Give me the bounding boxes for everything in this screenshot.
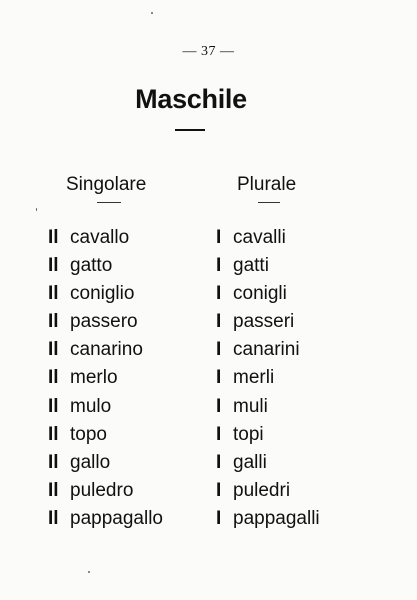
plural-column-header: Plurale xyxy=(237,174,297,195)
noun: canarini xyxy=(233,339,300,361)
list-item xyxy=(48,421,163,449)
noun: puledro xyxy=(70,479,134,501)
article: I xyxy=(216,479,222,501)
noun: canarino xyxy=(70,339,143,361)
article: I xyxy=(216,227,222,248)
list-item xyxy=(48,280,163,308)
noun: pappagallo xyxy=(70,507,163,529)
noun: gatti xyxy=(233,255,269,277)
list-item xyxy=(216,393,320,421)
article: Il xyxy=(48,423,59,445)
plural-word-list xyxy=(216,224,320,533)
noun: muli xyxy=(233,395,268,417)
list-item xyxy=(48,505,163,533)
plural-header-underline xyxy=(258,202,280,203)
article: Il xyxy=(48,395,59,417)
article: Il xyxy=(48,507,59,529)
article: I xyxy=(216,311,222,333)
article: Il xyxy=(48,283,59,305)
list-item xyxy=(48,364,163,392)
noun: passero xyxy=(70,311,138,333)
article: Il xyxy=(48,451,59,473)
list-item xyxy=(48,477,163,505)
noun: cavallo xyxy=(70,227,130,248)
article: I xyxy=(216,283,222,305)
noun: merlo xyxy=(70,367,118,389)
title-underline xyxy=(175,129,205,131)
noun: pappagalli xyxy=(233,507,320,529)
list-item xyxy=(216,505,320,533)
list-item xyxy=(216,477,320,505)
noun: merli xyxy=(233,367,275,389)
article: Il xyxy=(48,311,59,333)
noun: gallo xyxy=(70,451,111,473)
page-number: — 37 — xyxy=(182,44,235,59)
paper-speck xyxy=(151,12,153,14)
noun: puledri xyxy=(233,479,291,501)
list-item xyxy=(216,336,320,364)
singular-word-list xyxy=(48,224,163,533)
list-item xyxy=(48,308,163,336)
article: I xyxy=(216,423,222,445)
page-title: Maschile xyxy=(135,84,247,114)
article: I xyxy=(216,339,222,361)
list-item xyxy=(48,224,163,252)
singular-header-underline xyxy=(97,202,121,203)
article: I xyxy=(216,367,222,389)
noun: galli xyxy=(233,451,267,473)
article: Il xyxy=(48,367,59,389)
list-item xyxy=(48,252,163,280)
list-item xyxy=(48,336,163,364)
list-item xyxy=(216,224,320,252)
article: I xyxy=(216,395,222,417)
noun: topo xyxy=(70,423,107,445)
list-item xyxy=(48,449,163,477)
list-item xyxy=(216,280,320,308)
list-item xyxy=(216,252,320,280)
article: Il xyxy=(48,227,59,248)
article: I xyxy=(216,255,222,277)
list-item xyxy=(48,393,163,421)
noun: coniglio xyxy=(70,283,135,305)
noun: gatto xyxy=(70,255,113,277)
list-item xyxy=(216,308,320,336)
noun: mulo xyxy=(70,395,112,417)
paper-speck xyxy=(88,571,90,573)
article: Il xyxy=(48,479,59,501)
article: I xyxy=(216,451,222,473)
list-item xyxy=(216,364,320,392)
article: I xyxy=(216,507,222,529)
article: Il xyxy=(48,255,59,277)
article: Il xyxy=(48,339,59,361)
list-item xyxy=(216,449,320,477)
list-item xyxy=(216,421,320,449)
noun: passeri xyxy=(233,311,295,333)
paper-speck xyxy=(36,208,37,211)
singular-column-header: Singolare xyxy=(66,174,147,195)
noun: topi xyxy=(233,423,264,445)
noun: conigli xyxy=(233,283,287,305)
noun: cavalli xyxy=(233,227,286,248)
